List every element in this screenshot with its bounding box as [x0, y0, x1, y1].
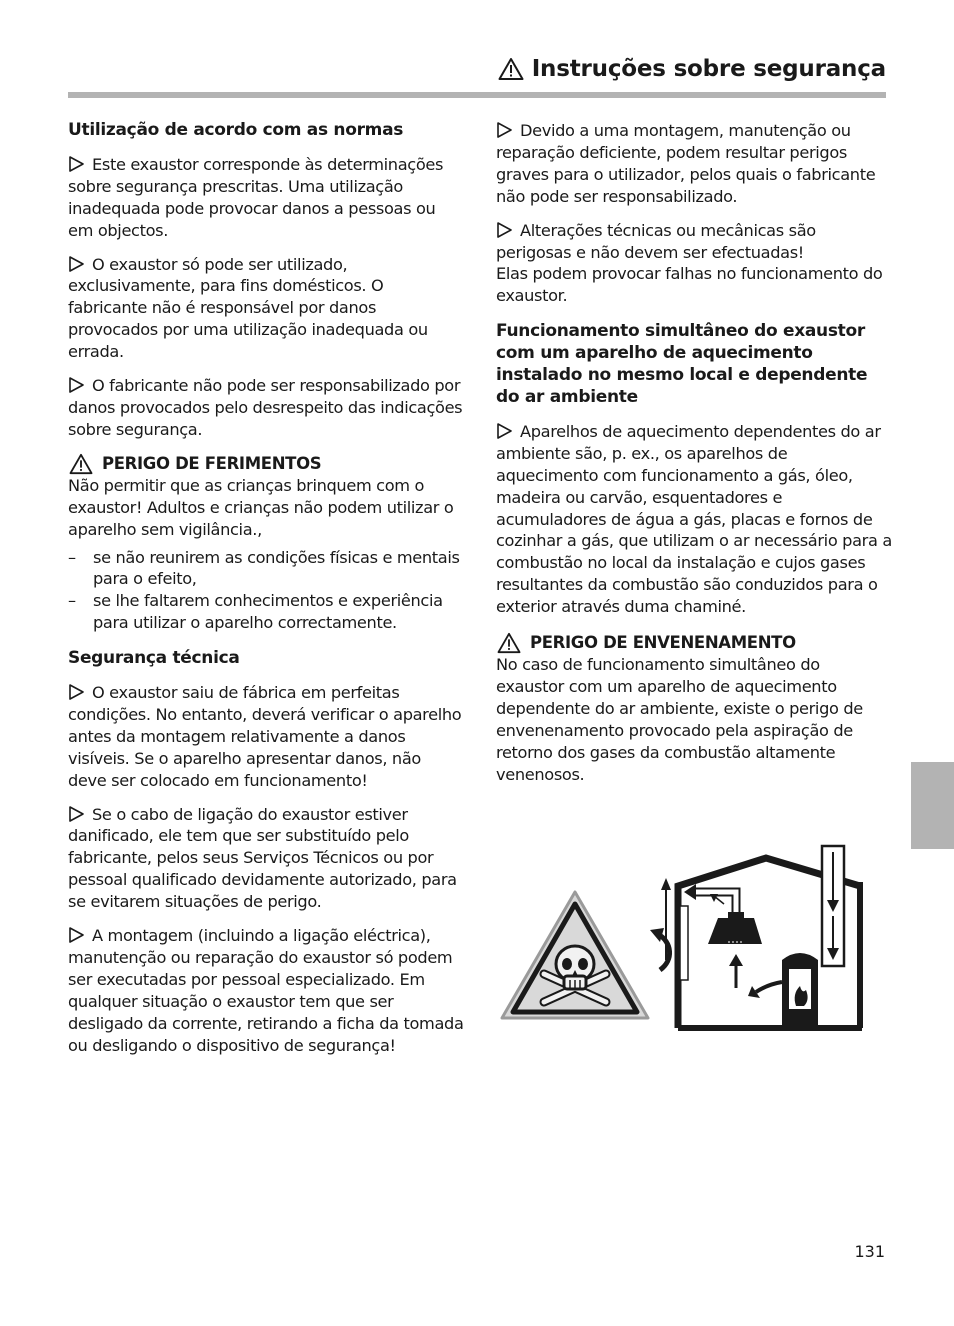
list-item: – se lhe faltarem conhecimentos e experiência para utilizar o aparelho correctamente.: [68, 591, 443, 633]
right-column: [496, 120, 892, 785]
page-title-text: Instruções sobre segurança: [531, 56, 886, 82]
play-triangle-icon: [496, 122, 513, 138]
play-triangle-icon: [68, 927, 85, 943]
warning-triangle-icon: [498, 57, 524, 81]
heading-normas: Utilização de acordo com as normas: [68, 120, 404, 140]
paragraph: A montagem (incluindo a ligação eléctrica), manutenção ou reparação do exaustor só podem ser executadas por pessoal especializado. Em qualquer situação o exaustor tem que ser desligado da corrente, retirando a ficha da tomada ou desligando o dispositivo de segurança!: [68, 926, 464, 1055]
play-triangle-icon: [496, 423, 513, 439]
warning-ferimentos-heading: PERIGO DE FERIMENTOS: [68, 453, 464, 475]
play-triangle-icon: [496, 222, 513, 238]
left-column: [68, 120, 464, 1057]
paragraph: O exaustor só pode ser utilizado, exclusivamente, para fins domésticos. O fabricante não é responsável por danos provocados por uma utilização inadequada ou errada.: [68, 254, 428, 362]
play-triangle-icon: [68, 684, 85, 700]
list-item: – se não reunirem as condições físicas e mentais para o efeito,: [68, 547, 460, 589]
poison-hazard-illustration: [500, 842, 866, 1032]
paragraph: Devido a uma montagem, manutenção ou reparação deficiente, podem resultar perigos graves para o utilizador, pelos quais o fabricante não pode ser responsabilizado.: [496, 121, 876, 206]
house-diagram: [661, 846, 862, 1028]
play-triangle-icon: [68, 256, 85, 272]
header-rule: [68, 92, 886, 98]
page-number: 131: [854, 1242, 885, 1261]
paragraph: Se o cabo de ligação do exaustor estiver danificado, ele tem que ser substituído pelo fabricante, pelos seus Serviços Técnicos ou por pessoal qualificado devidamente autorizado, para se evitarem situações de perigo.: [68, 804, 457, 912]
paragraph: O fabricante não pode ser responsabilizado por danos provocados pelo desrespeito das indicações sobre segurança.: [68, 376, 463, 439]
page-title: [498, 56, 886, 82]
skull-warning-sign: [502, 892, 648, 1018]
warning-ferimentos-text: Não permitir que as crianças brinquem com o exaustor! Adultos e crianças não podem utilizar o aparelho sem vigilância.,: [68, 475, 454, 539]
play-triangle-icon: [68, 156, 85, 172]
heading-funcionamento-simultaneo: Funcionamento simultâneo do exaustor com um aparelho de aquecimento instalado no mesmo local e dependente do ar ambiente: [496, 321, 868, 407]
warning-envenenamento-heading: PERIGO DE ENVENENAMENTO: [496, 632, 892, 654]
play-triangle-icon: [68, 377, 85, 393]
paragraph: Este exaustor corresponde às determinações sobre segurança prescritas. Uma utilização inadequada pode provocar danos a pessoas ou em objectos.: [68, 154, 444, 240]
warning-triangle-icon: [496, 632, 522, 654]
paragraph: Aparelhos de aquecimento dependentes do ar ambiente são, p. ex., os aparelhos de aquecimento com funcionamento a gás, óleo, madeira ou carvão, esquentadores e acumuladores de água a gás, placas e fornos de cozinhar a gás, que utilizam o ar necessário para a combustão no local da instalação e cujos gases resultantes da combustão são conduzidos para o exterior através duma chaminé.: [496, 421, 892, 617]
play-triangle-icon: [68, 806, 85, 822]
chapter-thumb-tab: [911, 762, 954, 849]
paragraph: O exaustor saiu de fábrica em perfeitas condições. No entanto, deverá verificar o aparelho antes da montagem relativamente a danos visíveis. Se o aparelho apresentar danos, não deve ser colocado em funcionamento!: [68, 683, 462, 790]
warning-triangle-icon: [68, 453, 94, 475]
heading-seguranca-tecnica: Segurança técnica: [68, 648, 240, 669]
warning-envenenamento-text: No caso de funcionamento simultâneo do exaustor com um aparelho de aquecimento dependente do ar ambiente, existe o perigo de envenenamento provocado pela aspiração de retorno dos gases da combustão altamente venenosos.: [496, 655, 863, 784]
paragraph: Alterações técnicas ou mecânicas são perigosas e não devem ser efectuadas! Elas podem provocar falhas no funcionamento do exaustor.: [496, 220, 883, 306]
